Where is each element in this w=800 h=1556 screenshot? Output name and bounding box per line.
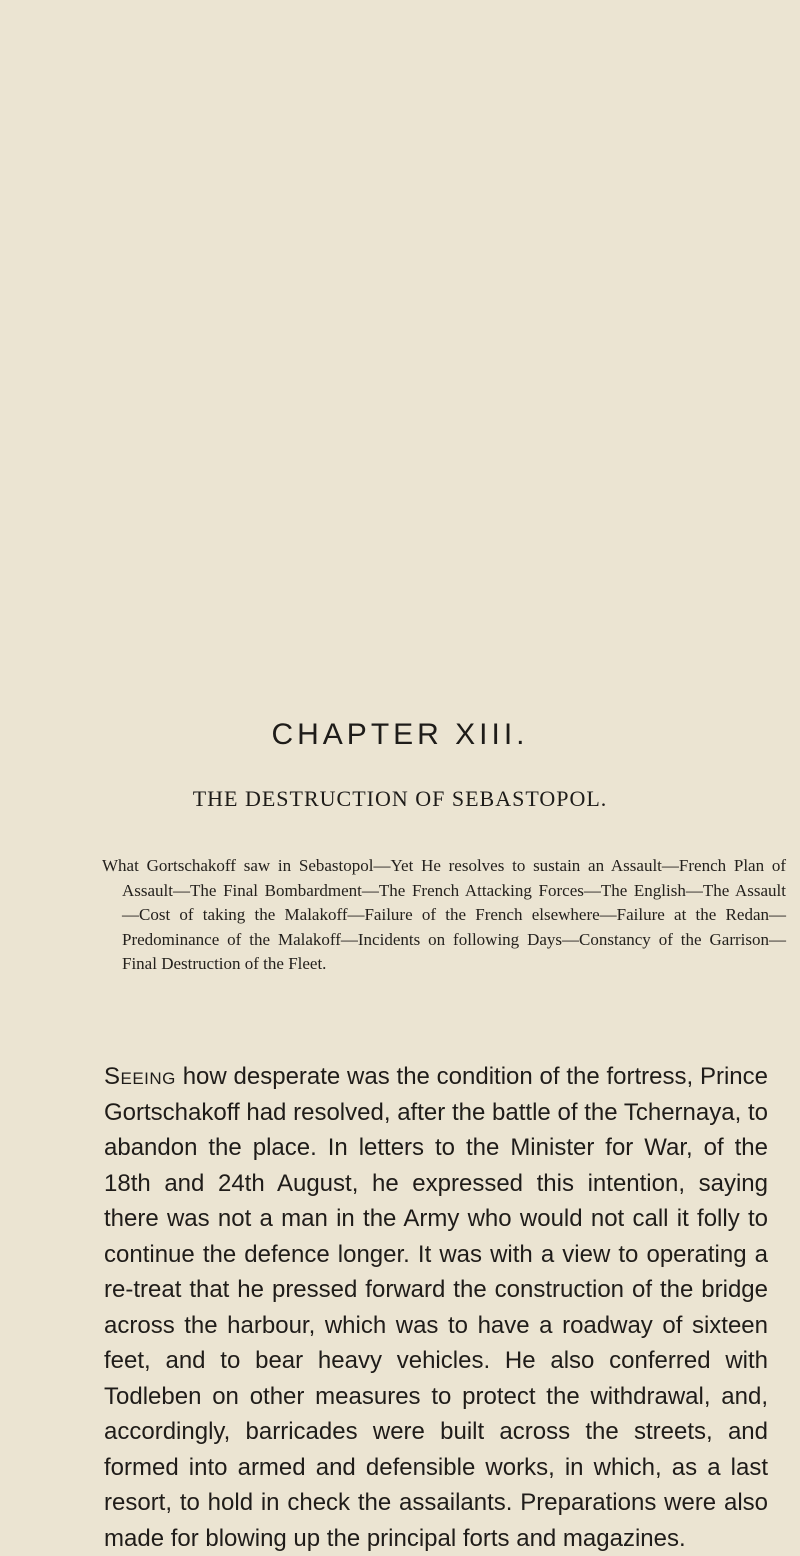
body-text: how desperate was the condition of the fortress, Prince Gortschakoff had resolved, after the battle of the Tchernaya, to abandon the place. In letters to the Minister for War, of the 18th and 24th August, he expressed this intention, saying there was not a man in the Army who would not call it folly to continue the defence longer. It was with a view to operating a re-treat that he pressed forward the construction of the bridge across the harbour, which was to have a roadway of sixteen feet, and to bear heavy vehicles. He also conferred with Todleben on other measures to protect the withdrawal, and, accordingly, barricades were built across the streets, and formed into armed and defensible works, in which, as a last resort, to hold in check the assailants. Preparations were also made for blowing up the principal forts and magazines. [104, 1063, 768, 1552]
chapter-title: THE DESTRUCTION OF SEBASTOPOL. [192, 786, 608, 811]
chapter-summary: What Gortschakoff saw in Sebastopol—Yet He resolves to sustain an Assault—French Plan of Assault—The Final Bombardment—The French Attacking Forces—The English—The Assault—Cost of taking the Malakoff—Failure of the French elsewhere—Failure at the Redan—Predominance of the Malakoff—Incidents on following Days—Constancy of the Garrison—Final Destruction of the Fleet. [102, 856, 786, 973]
body-paragraph [104, 1059, 768, 1556]
lead-word: Seeing [104, 1063, 176, 1090]
chapter-heading: CHAPTER XIII. [271, 718, 529, 751]
